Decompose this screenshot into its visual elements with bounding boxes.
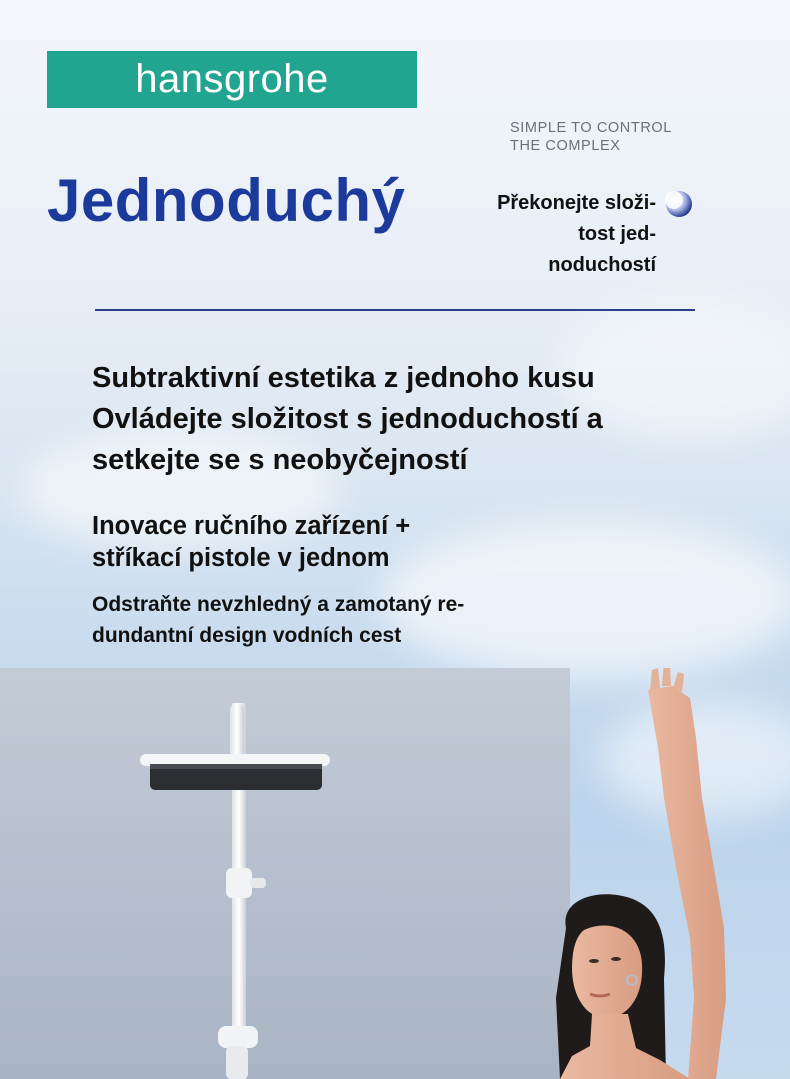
subheading-line: tost jed-: [578, 223, 656, 245]
brand-logo-text: hansgrohe: [135, 57, 329, 101]
feature-title-line: stříkací pistole v jednom: [92, 544, 390, 572]
woman-figure: [556, 668, 726, 1079]
tagline-line: SIMPLE TO CONTROL: [510, 120, 672, 136]
main-description: [92, 358, 732, 481]
tagline: [510, 119, 730, 155]
product-photo: [0, 668, 790, 1079]
subheading-line: Překonejte složi-: [497, 192, 656, 214]
description-line: Ovládejte složitost s jednoduchostí a: [92, 403, 603, 435]
divider: [95, 309, 695, 311]
feature-description-line: Odstraňte nevzhledný a zamotaný re-: [92, 593, 465, 616]
description-line: setkejte se s neobyčejností: [92, 444, 468, 476]
moon-icon: [664, 189, 694, 219]
feature-description-line: dundantní design vodních cest: [92, 624, 402, 647]
page-title: Jednoduchý: [47, 167, 406, 234]
wall-panel: [0, 668, 570, 1079]
subheading: [440, 188, 656, 281]
tagline-line: THE COMPLEX: [510, 138, 621, 154]
subheading-line: noduchostí: [548, 254, 656, 276]
feature-description: [92, 589, 692, 651]
feature-title: [92, 510, 692, 574]
shower-head: [140, 754, 330, 790]
description-line: Subtraktivní estetika z jednoho kusu: [92, 362, 595, 394]
brand-logo: [47, 51, 417, 108]
feature-title-line: Inovace ručního zařízení +: [92, 512, 411, 540]
